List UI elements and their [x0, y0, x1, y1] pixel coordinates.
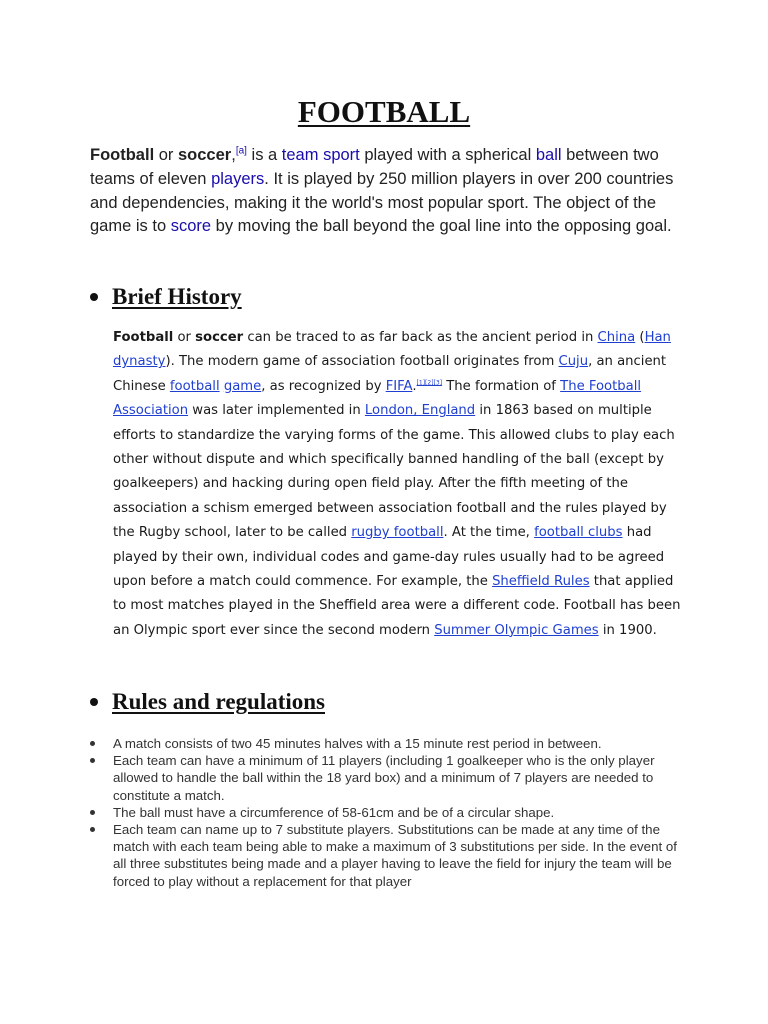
link-football[interactable]: football: [169, 378, 220, 394]
intro-term-soccer: soccer: [178, 146, 232, 164]
history-paragraph: Football or soccer can be traced to as far back as the ancient period in China (Han dynasty). The modern game of association football originates from Cuju, an ancient Chinese football game, as recognized by FIFA.[1][2][3] The formation of The Football Association was later implemented in London, England in 1863 based on multiple efforts to standardize the varying forms of the game. This allowed clubs to play each other without dispute and which specifically banned handling of the ball (except by goalkeepers) and hacking during open field play. After the fifth meeting of the association a schism emerged between association football and the rules played by the Rugby school, later to be called rugby football. At the time, football clubs had played by their own, individual codes and game-day rules usually had to be agreed upon before a match could commence. For example, the Sheffield Rules that applied to most matches played in the Sheffield area were a different code. Football has been an Olympic sport ever since the second modern Summer Olympic Games in 1900.: [113, 330, 681, 638]
page-title: FOOTBALL: [297, 94, 471, 129]
rule-text: Each team can name up to 7 substitute players. Substitutions can be made at any time of the match with each team being able to make a maximum of 3 substitutions per side. In the event of all three substitutes being made and a player having to leave the field for injury the team will be forced to play without a replacement for that player: [113, 822, 677, 889]
section-heading-text: Rules and regulations: [112, 689, 326, 714]
rule-text: A match consists of two 45 minutes halves with a 15 minute rest period in between.: [113, 736, 602, 751]
rule-text: Each team can have a minimum of 11 players (including 1 goalkeeper who is the only player allowed to handle the ball within the 18 yard box) and a minimum of 7 players are needed to constitute a match.: [113, 753, 655, 803]
link-ball[interactable]: ball: [535, 146, 562, 164]
link-fifa[interactable]: FIFA: [385, 378, 413, 394]
link-the-football-association[interactable]: The Football Association: [113, 378, 642, 419]
intro-term-football: Football: [90, 146, 155, 164]
link-rugby-football[interactable]: rugby football: [351, 525, 444, 541]
link-team-sport[interactable]: team sport: [281, 146, 360, 164]
section-heading-brief-history: [90, 282, 242, 312]
section-heading-text: Brief History: [112, 284, 242, 309]
bullet-icon: [90, 293, 98, 301]
list-item: [90, 821, 690, 890]
footnote-link-a[interactable]: [a]: [235, 145, 247, 157]
rule-text: The ball must have a circumference of 58-61cm and be of a circular shape.: [113, 804, 555, 820]
bullet-icon: [90, 698, 98, 706]
rules-list: [90, 735, 690, 890]
list-item: [90, 735, 690, 752]
bullet-icon: [90, 741, 95, 746]
link-london-england[interactable]: London, England: [364, 403, 476, 419]
footnote-links-1-2-3[interactable]: [1][2][3]: [416, 379, 443, 387]
list-item: [90, 752, 690, 804]
bullet-icon: [90, 827, 95, 832]
intro-paragraph: Football or soccer,[a] is a team sport played with a spherical ball between two teams of eleven players. It is played by 250 million players in over 200 countries and dependencies, making it the world's most popular sport. The object of the game is to score by moving the ball beyond the goal line into the opposing goal.: [90, 145, 674, 236]
link-cuju[interactable]: Cuju: [558, 354, 589, 370]
link-score[interactable]: score: [170, 217, 212, 236]
link-china[interactable]: China: [597, 330, 636, 345]
link-summer-olympic-games[interactable]: Summer Olympic Games: [434, 622, 599, 638]
link-football-clubs[interactable]: football clubs: [534, 525, 623, 541]
bullet-icon: [90, 810, 95, 815]
list-item: [90, 804, 690, 821]
link-han-dynasty[interactable]: Han dynasty: [113, 330, 671, 370]
section-heading-rules-and-regulations: [90, 687, 325, 717]
history-term-football: Football: [113, 330, 174, 345]
link-game[interactable]: game: [223, 378, 262, 394]
history-term-soccer: soccer: [195, 330, 244, 345]
bullet-icon: [90, 758, 95, 763]
link-players[interactable]: players: [211, 169, 265, 188]
link-sheffield-rules[interactable]: Sheffield Rules: [492, 574, 590, 590]
